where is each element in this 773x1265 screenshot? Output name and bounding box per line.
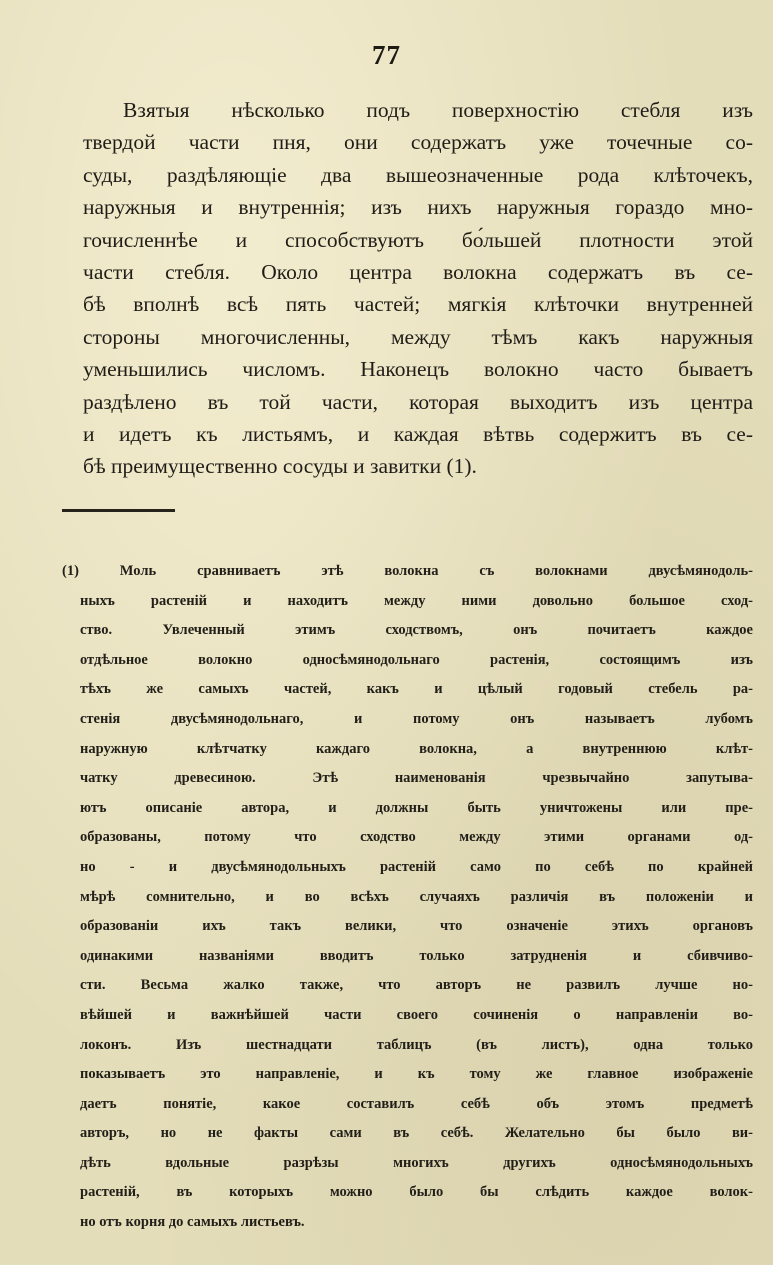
footnote-line: растеній, въ которыхъ можно было бы слѣдить каждое волок-	[80, 1184, 753, 1201]
footnote-line: стенія двусѣмянодольнаго, и потому онъ называетъ лубомъ	[80, 710, 753, 727]
main-line: гочисленнѣе и способствуютъ бо́льшей плотности этой	[83, 227, 753, 252]
footnote-line: вѣйшей и важнѣйшей части своего сочиненія о направленіи во-	[80, 1006, 753, 1023]
footnote-line: мѣрѣ сомнительно, и во всѣхъ случаяхъ различія въ положеніи и	[80, 888, 753, 905]
footnote-line: тѣхъ же самыхъ частей, какъ и цѣлый годовый стебель ра-	[80, 681, 753, 698]
main-line: стороны многочисленны, между тѣмъ какъ наружныя	[83, 324, 753, 349]
footnote-line: образованы, потому что сходство между этими органами од-	[80, 829, 753, 846]
footnote-line: но отъ корня до самыхъ листьевъ.	[80, 1214, 305, 1231]
main-line: наружныя и внутреннія; изъ нихъ наружныя гораздо мно-	[83, 195, 753, 220]
main-line: суды, раздѣляющіе два вышеозначенные рода клѣточекъ,	[83, 162, 753, 187]
main-line: части стебля. Около центра волокна содержатъ въ се-	[83, 260, 753, 285]
footnote-line: авторъ, но не факты сами въ себѣ. Желательно бы было ви-	[80, 1125, 753, 1142]
main-line: уменьшились числомъ. Наконецъ волокно часто бываетъ	[83, 357, 753, 382]
footnote-line: ютъ описаніе автора, и должны быть уничтожены или пре-	[80, 799, 753, 816]
page-number: 77	[372, 40, 401, 70]
main-line: бѣ преимущественно сосуды и завитки (1).	[83, 454, 477, 479]
footnote	[62, 557, 753, 1238]
footnote-line: чатку древесиною. Этѣ наименованія чрезвычайно запутыва-	[80, 770, 753, 787]
footnote-line: одинакими названіями вводитъ только затрудненія и сбивчиво-	[80, 947, 753, 964]
main-paragraph	[83, 94, 753, 483]
main-line: твердой части пня, они содержатъ уже точечные со-	[83, 130, 753, 155]
footnote-separator-rule	[62, 509, 175, 512]
footnote-line: отдѣльное волокно односѣмянодольнаго растенія, состоящимъ изъ	[80, 651, 753, 668]
footnote-line: показываетъ это направленіе, и къ тому же главное изображеніе	[80, 1066, 753, 1083]
main-line: раздѣлено въ той части, которая выходитъ изъ центра	[83, 389, 753, 414]
footnote-line: сти. Весьма жалко также, что авторъ не развилъ лучше но-	[80, 977, 753, 994]
footnote-line: ныхъ растеній и находитъ между ними довольно большое сход-	[80, 592, 753, 609]
footnote-line: наружную клѣтчатку каждаго волокна, а внутреннюю клѣт-	[80, 740, 753, 757]
footnote-line: локонъ. Изъ шестнадцати таблицъ (въ листъ), одна только	[80, 1036, 753, 1053]
footnote-line: (1) Моль сравниваетъ этѣ волокна съ волокнами двусѣмянодоль-	[62, 563, 753, 579]
footnote-line: образованіи ихъ такъ велики, что означеніе этихъ органовъ	[80, 918, 753, 935]
main-line: Взятыя нѣсколько подъ поверхностію стебля изъ	[123, 98, 753, 122]
main-line: и идетъ къ листьямъ, и каждая вѣтвь содержитъ въ се-	[83, 422, 753, 447]
footnote-line: даетъ понятіе, какое составилъ себѣ объ этомъ предметѣ	[80, 1095, 753, 1112]
footnote-line: ство. Увлеченный этимъ сходствомъ, онъ почитаетъ каждое	[80, 622, 753, 639]
footnote-line: дѣть вдольные разрѣзы многихъ другихъ односѣмянодольныхъ	[80, 1154, 753, 1171]
footnote-line: но - и двусѣмянодольныхъ растеній само по себѣ по крайней	[80, 858, 753, 875]
main-line: бѣ вполнѣ всѣ пять частей; мягкія клѣточки внутренней	[83, 292, 753, 317]
